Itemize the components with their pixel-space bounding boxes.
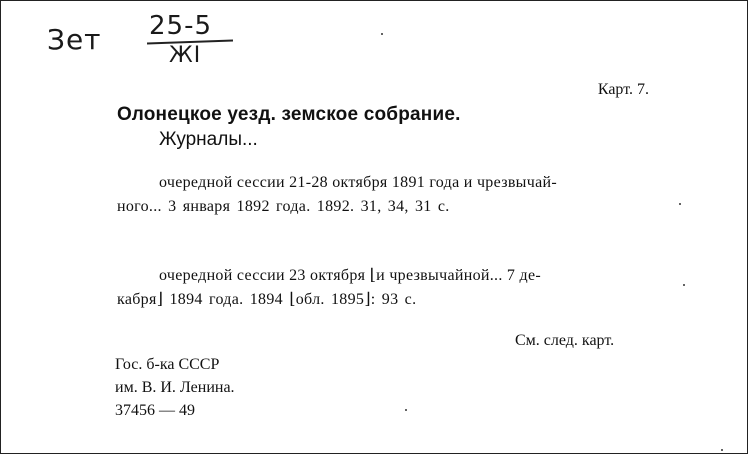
speck (721, 449, 723, 451)
entry1-line1: очередной сессии 21-28 октября 1891 года и чрезвычай- (159, 174, 557, 191)
card-heading: Олонецкое уезд. земское собрание. (117, 104, 461, 125)
card-number: Карт. 7. (597, 81, 649, 98)
see-next-card: См. след. карт. (515, 332, 615, 349)
entry2-line1: очередной сессии 23 октября ⌊и чрезвычайной... 7 де- (159, 267, 541, 284)
library-name-line2: им. В. И. Ленина. (115, 379, 235, 396)
speck (381, 33, 383, 35)
speck (679, 203, 681, 205)
library-accession-number: 37456 — 49 (115, 402, 195, 419)
entry1-line2: ного... 3 января 1892 года. 1892. 31, 34, 31 с. (117, 198, 450, 215)
handwritten-shelfmark-numerator: 25-5 (149, 11, 213, 41)
speck (405, 409, 407, 411)
library-name: Гос. б-ка СССР (115, 356, 220, 373)
handwritten-shelfmark-denominator: ЖI (169, 43, 202, 68)
card-subheading: Журналы... (159, 129, 258, 150)
speck (683, 284, 685, 286)
handwritten-shelfmark-prefix: Зет (47, 23, 102, 56)
entry2-line2: кабря⌋ 1894 года. 1894 ⌊обл. 1895⌋: 93 с. (117, 291, 417, 308)
